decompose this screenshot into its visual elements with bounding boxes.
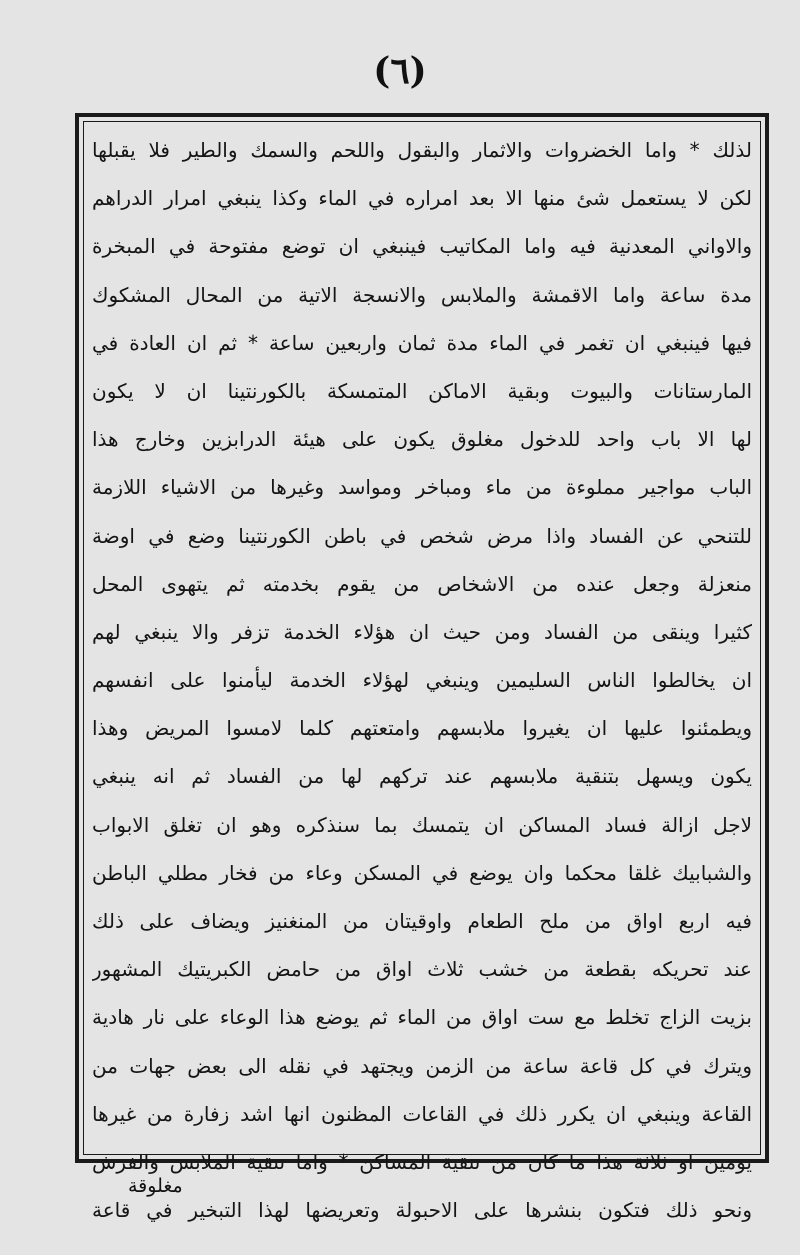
text-line: يومين او ثلاثة هذا ما كان من تنقية المساكن * واما تنقية الملابس والفرش [92, 1149, 752, 1174]
text-line: يكون ويسهل بتنقية ملابسهم عند تركهم لها من الفساد ثم انه ينبغي [92, 764, 752, 789]
text-line: لكن لا يستعمل شئ منها الا بعد امراره في الماء وكذا ينبغي امرار الدراهم [92, 186, 752, 211]
text-line: بزيت الزاج تخلط مع ست اواق من الماء ثم يوضع هذا الوعاء على نار هادية [92, 1005, 752, 1030]
text-line: الباب مواجير مملوءة من ماء ومباخر ومواسد وغيرها من الاشياء اللازمة [92, 475, 752, 500]
text-line: فيها فينبغي ان تغمر في الماء مدة ثمان واربعين ساعة * ثم ان العادة في [92, 330, 752, 355]
text-line: عند تحريكه بقطعة من خشب ثلاث اواق من حامض الكبريتيك المشهور [92, 957, 752, 982]
text-line: ونحو ذلك فتكون بنشرها على الاحبولة وتعريضها لهذا التبخير في قاعة [92, 1198, 752, 1223]
catchword: مغلوقة [128, 1175, 183, 1197]
page-number: (٦) [373, 50, 427, 92]
text-line: لاجل ازالة فساد المساكن ان يتمسك بما سنذكره وهو ان تغلق الابواب [92, 812, 752, 837]
text-line: والشبابيك غلقا محكما وان يوضع في المسكن وعاء من فخار مطلي الباطن [92, 860, 752, 885]
text-line: فيه اربع اواق من ملح الطعام واوقيتان من المنغنيز ويضاف على ذلك [92, 909, 752, 933]
body-text [92, 126, 752, 1234]
text-line: ويطمئنوا عليها ان يغيروا ملابسهم وامتعتهم كلما لامسوا المريض وهذا [92, 716, 752, 741]
text-line: ويترك في كل قاعة ساعة من الزمن ويجتهد في نقله الى بعض جهات من [92, 1053, 752, 1078]
text-line: لها الا باب واحد للدخول مغلوق يكون على هيئة الدرابزين وخارج هذا [92, 427, 752, 452]
text-line: ان يخالطوا الناس السليمين وينبغي لهؤلاء الخدمة ليأمنوا على انفسهم [92, 668, 752, 693]
text-line: منعزلة وجعل عنده من الاشخاص من يقوم بخدمته ثم يتهوى المحل [92, 571, 752, 596]
text-line: كثيرا وينقى من الفساد ومن حيث ان هؤلاء الخدمة تزفر والا ينبغي لهم [92, 619, 752, 644]
text-line: للتنحي عن الفساد واذا مرض شخص في باطن الكورنتينا وضع في اوضة [92, 523, 752, 548]
text-line: والاواني المعدنية فيه واما المكاتيب فينبغي ان توضع مفتوحة في المبخرة [92, 234, 752, 259]
text-line: القاعة وينبغي ان يكرر ذلك في القاعات المظنون انها اشد زفارة من غيرها [92, 1101, 752, 1126]
text-line: لذلك * واما الخضروات والاثمار والبقول واللحم والسمك والطير فلا يقبلها [92, 138, 752, 162]
text-line: المارستانات والبيوت وبقية الاماكن المتمسكة بالكورنتينا ان لا يكون [92, 378, 752, 403]
text-line: مدة ساعة واما الاقمشة والملابس والانسجة الاتية من المحال المشكوك [92, 282, 752, 307]
